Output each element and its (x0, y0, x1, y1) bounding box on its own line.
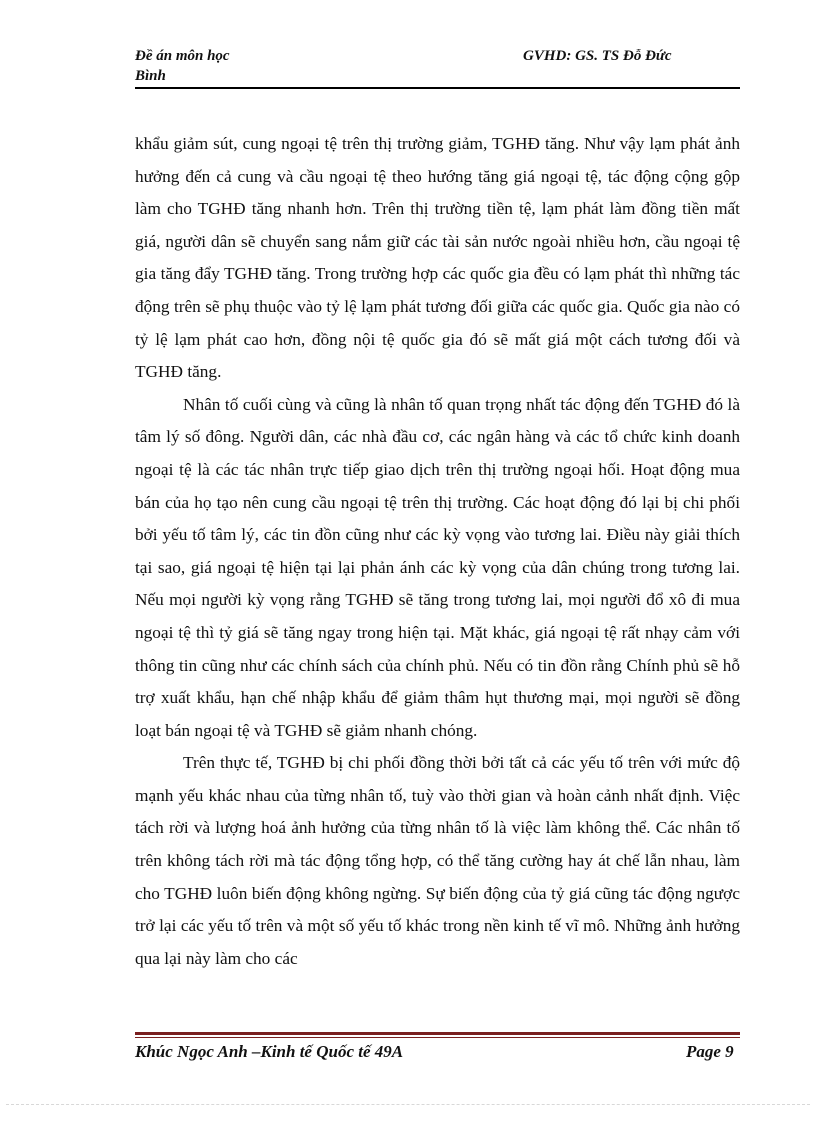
paragraph-2: Nhân tố cuối cùng và cũng là nhân tố quan trọng nhất tác động đến TGHĐ đó là tâm lý số đông. Người dân, các nhà đầu cơ, các ngân hàng và các tổ chức kinh doanh ngoại tệ là các tác nhân trực tiếp giao dịch trên thị trường ngoại hối. Hoạt động mua bán của họ tạo nên cung cầu ngoại tệ trên thị trường. Các hoạt động đó lại bị chi phối bởi yếu tố tâm lý, các tin đồn cũng như các kỳ vọng vào tương lai. Điều này giải thích tại sao, giá ngoại tệ hiện tại lại phản ánh các kỳ vọng của dân chúng trong tương lai. Nếu mọi người kỳ vọng rằng TGHĐ sẽ tăng trong tương lai, mọi người đổ xô đi mua ngoại tệ thì tỷ giá sẽ tăng ngay trong hiện tại. Mặt khác, giá ngoại tệ rất nhạy cảm với thông tin cũng như các chính sách của chính phủ. Nếu có tin đồn rằng Chính phủ sẽ hỗ trợ xuất khẩu, hạn chế nhập khẩu để giảm thâm hụt thương mại, mọi người sẽ đồng loạt bán ngoại tệ và TGHĐ sẽ giảm nhanh chóng. (135, 394, 740, 740)
paragraph-1: khẩu giảm sút, cung ngoại tệ trên thị trường giảm, TGHĐ tăng. Như vậy lạm phát ảnh hưởng đến cả cung và cầu ngoại tệ theo hướng tăng giá ngoại tệ, tác động cộng gộp làm cho TGHĐ tăng nhanh hơn. Trên thị trường tiền tệ, lạm phát làm đồng tiền mất giá, người dân sẽ chuyển sang nắm giữ các tài sản nước ngoài nhiều hơn, cầu ngoại tệ gia tăng đẩy TGHĐ tăng. Trong trường hợp các quốc gia đều có lạm phát thì những tác động trên sẽ phụ thuộc vào tỷ lệ lạm phát tương đối giữa các quốc gia. Quốc gia nào có tỷ lệ lạm phát cao hơn, đồng nội tệ quốc gia đó sẽ mất giá một cách tương đối và TGHĐ tăng. (135, 134, 740, 382)
page-edge-divider (6, 1104, 810, 1105)
header-course-title-line2: Bình (135, 68, 166, 84)
footer-page-number: Page 9 (686, 1042, 734, 1061)
footer-rule-thin (135, 1037, 740, 1038)
footer-author: Khúc Ngọc Anh –Kinh tế Quốc tế 49A (135, 1042, 404, 1061)
paragraph-3: Trên thực tế, TGHĐ bị chi phối đồng thời bởi tất cả các yếu tố trên với mức độ mạnh yếu khác nhau của từng nhân tố, tuỳ vào thời gian và hoàn cảnh nhất định. Việc tách rời và lượng hoá ảnh hưởng của từng nhân tố là việc làm không thể. Các nhân tố trên không tách rời mà tác động tổng hợp, có thể tăng cường hay át chế lẫn nhau, làm cho TGHĐ luôn biến động không ngừng. Sự biến động của tỷ giá cũng tác động ngược trở lại các yếu tố trên và một số yếu tố khác trong nền kinh tế vĩ mô. Những ảnh hưởng qua lại này làm cho các (135, 753, 740, 968)
header-course-title-line1: Đề án môn học (135, 48, 230, 64)
header-rule (135, 87, 740, 89)
footer-rule-thick (135, 1032, 740, 1035)
header-course-title (135, 46, 230, 86)
header-supervisor: GVHD: GS. TS Đỗ Đức (523, 48, 672, 64)
body-text (135, 128, 740, 975)
